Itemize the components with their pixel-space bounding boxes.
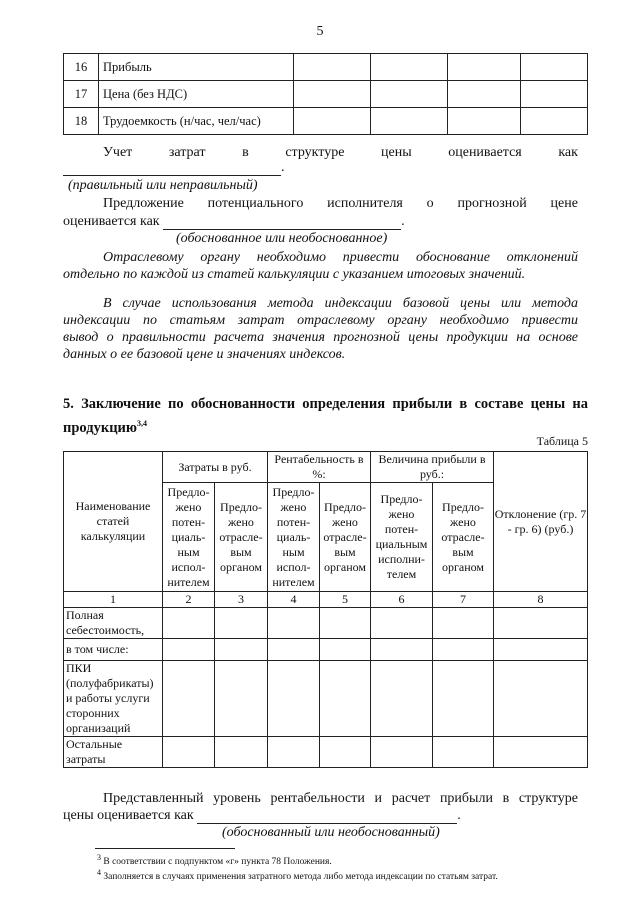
table-cell	[448, 81, 521, 108]
footnote-reference: 3,4	[136, 419, 147, 428]
row-number: 16	[64, 54, 99, 81]
row-label: Полная себестоимость,	[64, 608, 163, 639]
footnote-text: Заполняется в случаях применения затратного метода либо метода индексации по статьям затрат.	[103, 872, 498, 883]
table-cell	[371, 639, 433, 661]
header-by-agency: Предло-жено отрасле-вым органом	[320, 483, 371, 592]
table-row	[64, 639, 588, 661]
table-cell	[163, 737, 215, 768]
footnote-mark: 3	[97, 853, 101, 862]
table-cell	[521, 81, 588, 108]
paragraph-indexation-2: индексации по статьям затрат отраслевому органу необходимо привести	[63, 313, 578, 328]
table-header-row	[64, 452, 588, 483]
table-cell	[320, 639, 371, 661]
table-row	[64, 737, 588, 768]
column-number: 1	[64, 592, 163, 608]
text: оценивается как	[63, 214, 160, 229]
table-caption: Таблица 5	[536, 434, 588, 448]
table-cell	[268, 608, 320, 639]
table-cell	[294, 81, 371, 108]
row-label: Остальные затраты	[64, 737, 163, 768]
fill-in-line	[63, 214, 405, 230]
footnote-text: В соответствии с подпунктом «г» пункта 78 Положения.	[103, 857, 332, 868]
row-label: в том числе:	[64, 639, 163, 661]
word: прогнозной	[457, 196, 527, 211]
table-cell	[215, 639, 268, 661]
table-cell	[294, 108, 371, 135]
table-cell	[494, 639, 588, 661]
header-costs: Затраты в руб.	[163, 452, 268, 483]
table-cell	[433, 608, 494, 639]
column-number: 4	[268, 592, 320, 608]
word: в	[242, 145, 249, 160]
table-cell	[448, 54, 521, 81]
table-cell	[494, 608, 588, 639]
table-cell	[163, 661, 215, 737]
word: потенциального	[207, 196, 304, 211]
row-label: ПКИ (полуфабрикаты) и работы услуги сторонних организаций	[64, 661, 163, 737]
profit-table	[63, 451, 588, 768]
blank-field[interactable]	[163, 215, 401, 230]
hint-text: (обоснованное или необоснованное)	[176, 231, 388, 246]
fill-in-line	[63, 808, 461, 824]
header-by-agency: Предло-жено отрасле-вым органом	[433, 483, 494, 592]
row-label: Прибыль	[99, 54, 294, 81]
footnote	[97, 868, 498, 882]
period: .	[401, 214, 405, 229]
row-label: Цена (без НДС)	[99, 81, 294, 108]
header-profitability: Рентабельность в %:	[268, 452, 371, 483]
hint-text: (обоснованный или необоснованный)	[222, 825, 440, 840]
table-cell	[371, 661, 433, 737]
table-cell	[494, 737, 588, 768]
column-number: 3	[215, 592, 268, 608]
column-number-row	[64, 592, 588, 608]
table-cell	[215, 737, 268, 768]
section-heading	[63, 395, 588, 438]
table-cell	[215, 608, 268, 639]
table-cell	[320, 661, 371, 737]
table-cell	[371, 737, 433, 768]
column-number: 5	[320, 592, 371, 608]
blank-field[interactable]	[197, 809, 457, 824]
word: о	[426, 196, 434, 211]
word: оценивается	[448, 145, 522, 160]
word: исполнителя	[327, 196, 403, 211]
table-cell	[521, 108, 588, 135]
table-cell	[163, 608, 215, 639]
word: цене	[550, 196, 578, 211]
paragraph-justification-1: Отраслевому органу необходимо привести обоснование отклонений	[103, 250, 578, 265]
table-cell	[371, 108, 448, 135]
header-by-contractor: Предло-жено потен-циаль-ным испол-нителем	[268, 483, 320, 592]
column-number: 7	[433, 592, 494, 608]
word: цены	[381, 145, 412, 160]
column-number: 6	[371, 592, 433, 608]
header-by-agency: Предло-жено отрасле-вым органом	[215, 483, 268, 592]
row-number: 17	[64, 81, 99, 108]
table-cell	[494, 661, 588, 737]
cost-table-continued	[63, 53, 588, 135]
paragraph-contractor-proposal	[103, 196, 578, 212]
column-number: 2	[163, 592, 215, 608]
period: .	[457, 808, 461, 823]
footnote-separator	[95, 848, 235, 849]
table-cell	[371, 81, 448, 108]
paragraph-indexation-3: вывод о правильности расчета значения прогнозной цены продукции на основе	[63, 330, 578, 345]
table-cell	[521, 54, 588, 81]
table-cell	[371, 54, 448, 81]
header-by-contractor: Предло-жено потен-циаль-ным испол-нителем	[163, 483, 215, 592]
table-row	[64, 54, 588, 81]
row-label: Трудоемкость (н/час, чел/час)	[99, 108, 294, 135]
column-number: 8	[494, 592, 588, 608]
paragraph-cost-accounting	[103, 145, 578, 161]
heading-line-1: 5. Заключение по обоснованности определения прибыли в составе цены на	[63, 396, 588, 412]
text: цены оценивается как	[63, 808, 194, 823]
table-cell	[448, 108, 521, 135]
table-cell	[268, 661, 320, 737]
page-number: 5	[316, 24, 324, 39]
header-profit: Величина прибыли в руб.:	[371, 452, 494, 483]
table-cell	[433, 639, 494, 661]
table-cell	[433, 661, 494, 737]
footnote-mark: 4	[97, 868, 101, 877]
table-row	[64, 108, 588, 135]
table-cell	[320, 608, 371, 639]
table-row	[64, 661, 588, 737]
header-deviation: Отклонение (гр. 7 - гр. 6) (руб.)	[494, 452, 588, 592]
hint-text: (правильный или неправильный)	[68, 178, 258, 193]
table-cell	[433, 737, 494, 768]
table-cell	[268, 639, 320, 661]
word: структуре	[285, 145, 345, 160]
table-cell	[294, 54, 371, 81]
row-number: 18	[64, 108, 99, 135]
word: Предложение	[103, 196, 184, 211]
period: .	[281, 160, 285, 175]
paragraph-indexation-4: данных о ее базовой цене и значениях индексов.	[63, 347, 346, 362]
table-cell	[215, 661, 268, 737]
paragraph-profitability: Представленный уровень рентабельности и расчет прибыли в структуре	[103, 791, 578, 806]
header-by-contractor: Предло-жено потен-циальным исполни-телем	[371, 483, 433, 592]
paragraph-justification-2: отдельно по каждой из статей калькуляции с указанием итоговых значений.	[63, 267, 526, 282]
word: Учет	[103, 145, 133, 160]
table-cell	[371, 608, 433, 639]
table-row	[64, 81, 588, 108]
word: затрат	[168, 145, 206, 160]
header-item: Наименование статей калькуляции	[64, 452, 163, 592]
table-row	[64, 608, 588, 639]
footnote	[97, 853, 332, 867]
blank-field[interactable]	[63, 161, 281, 176]
table-cell	[163, 639, 215, 661]
table-cell	[268, 737, 320, 768]
word: как	[558, 145, 578, 160]
heading-line-2: продукцию	[63, 419, 137, 436]
paragraph-indexation-1: В случае использования метода индексации базовой цены или метода	[103, 296, 578, 311]
table-cell	[320, 737, 371, 768]
fill-in-line	[63, 160, 285, 176]
